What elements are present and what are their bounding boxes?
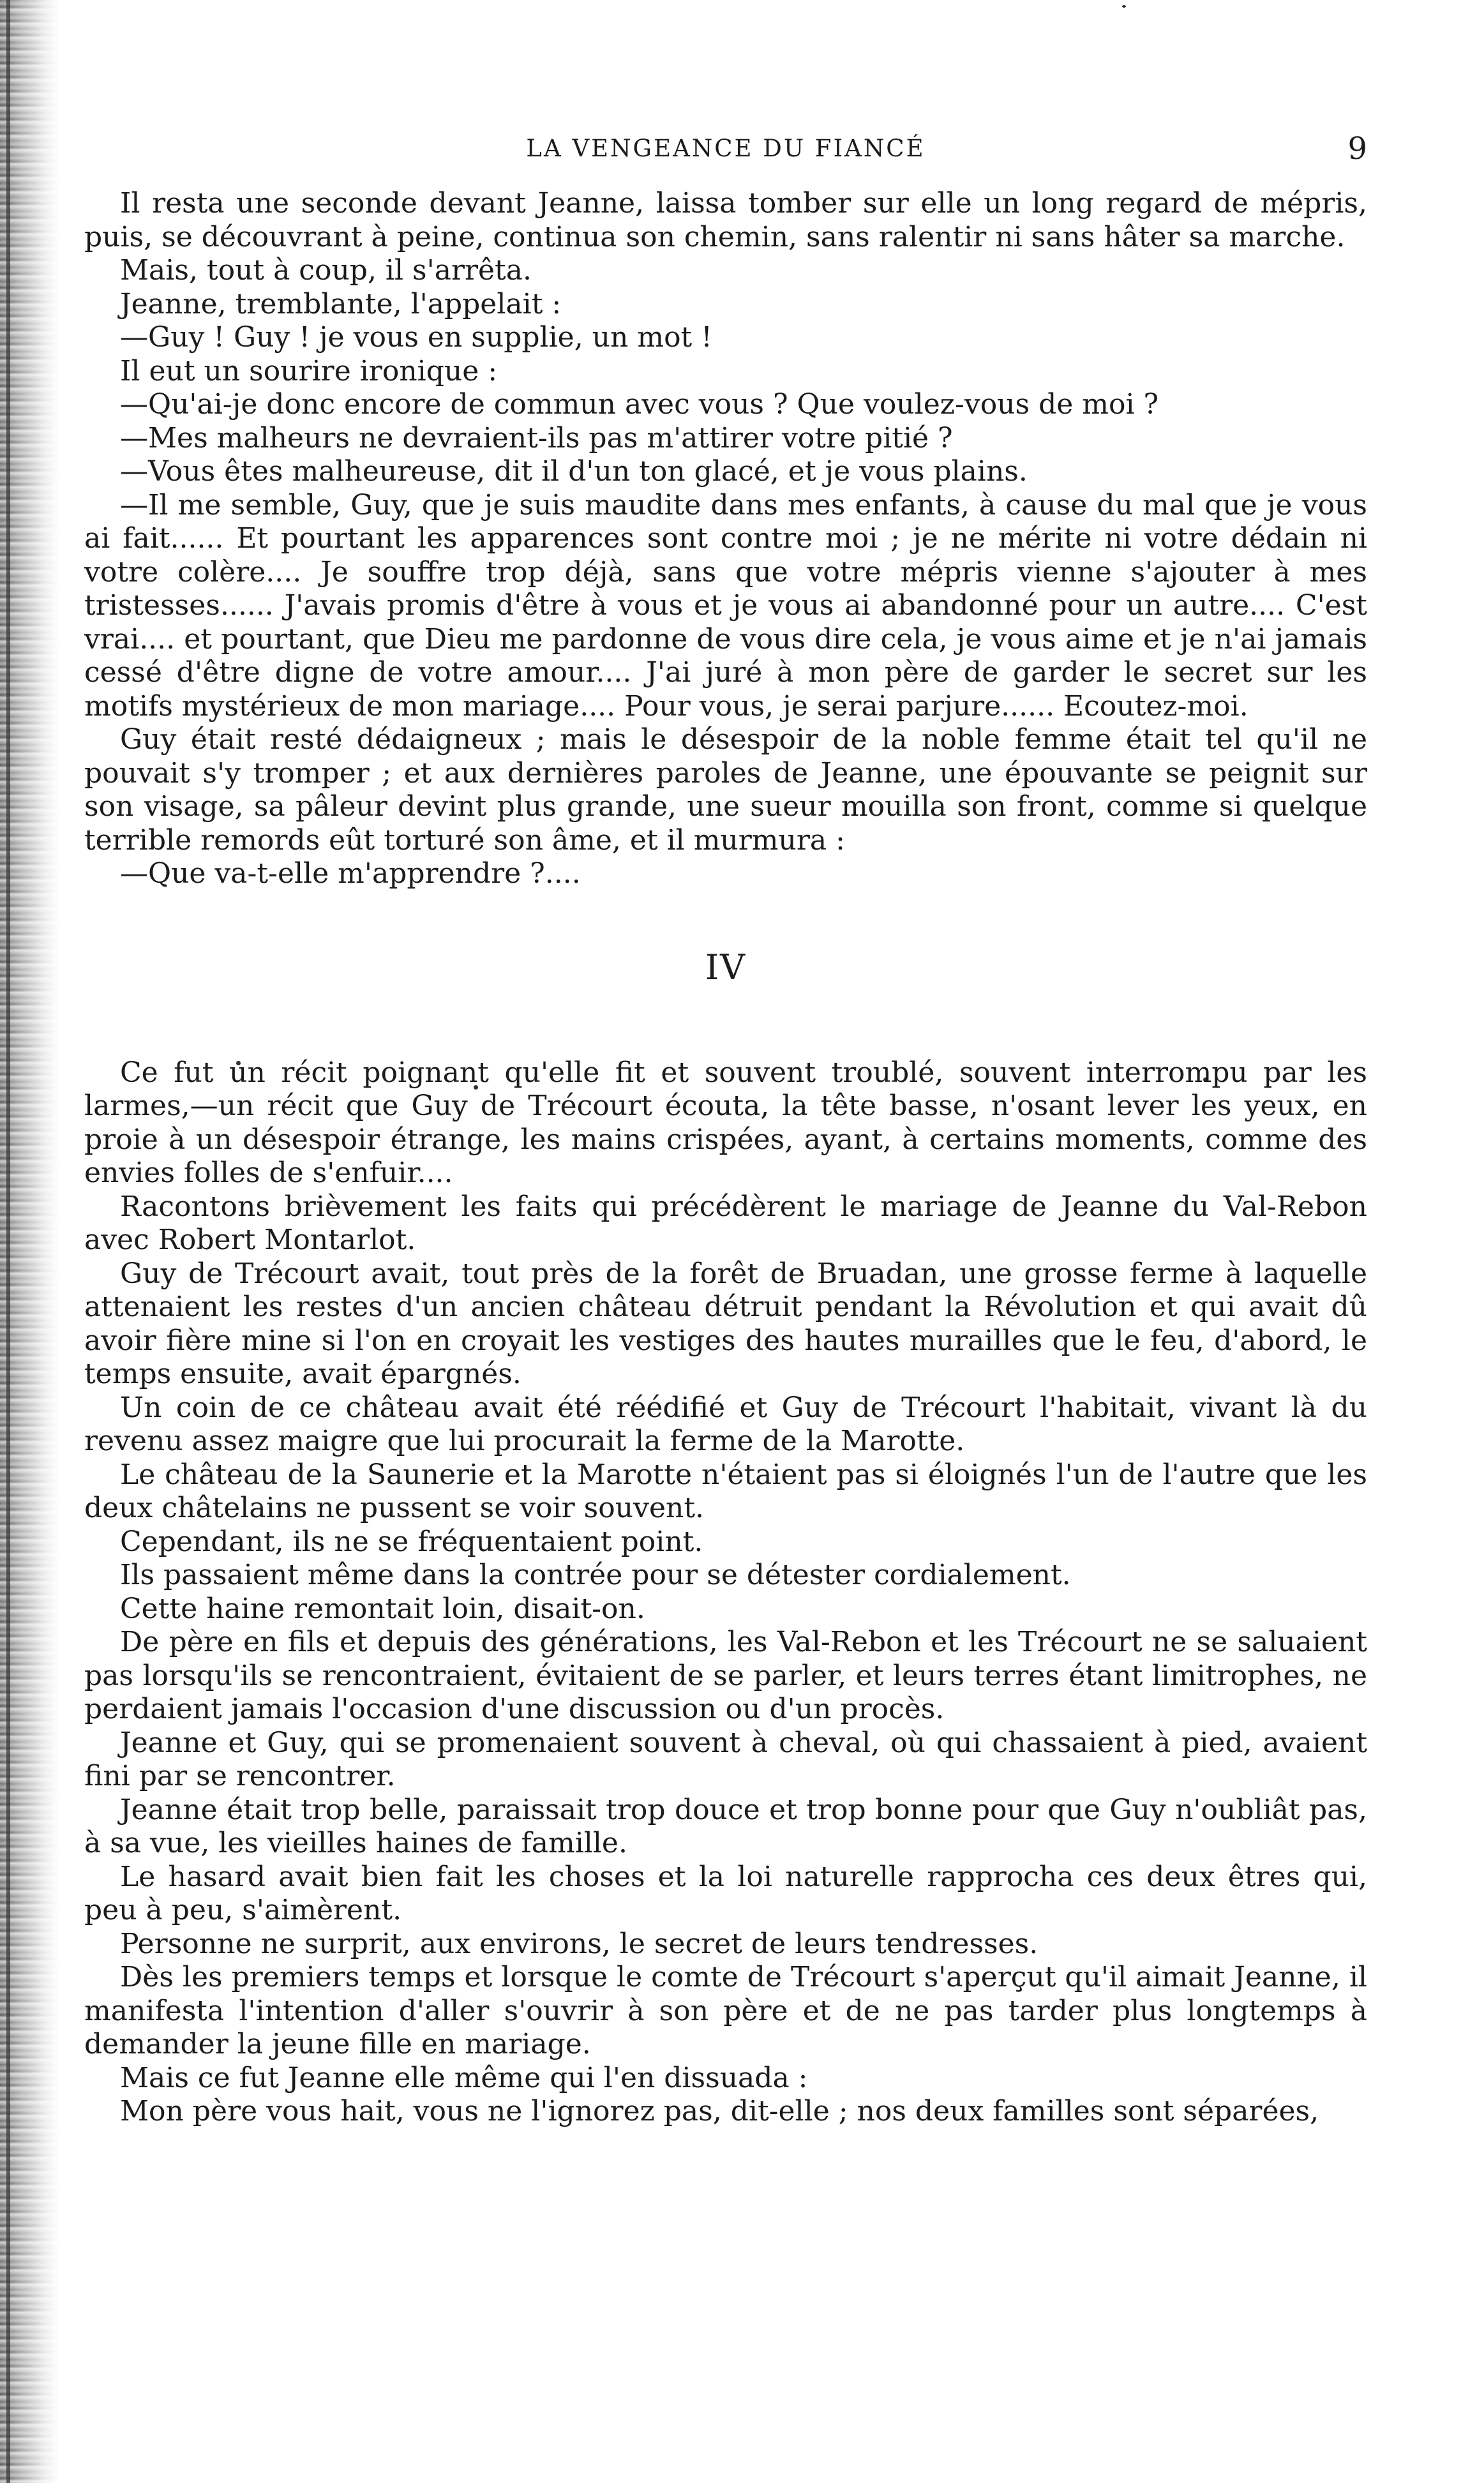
dialogue-line: —Il me semble, Guy, que je suis maudite dans mes enfants, à cause du mal que je vous ai fait...... Et pourtant les apparences sont contre moi ; je ne mérite ni votre dédain ni votre colère.... Je souffre trop déjà, sans que votre mépris vienne s'ajouter à mes tristesses...... J'avais promis d'être à vous et je vous ai abandonné pour un autre.... C'est vrai.... et pourtant, que Dieu me pardonne de vous dire cela, je vous aime et je n'ai jamais cessé d'être digne de votre amour.... J'ai juré à mon père de garder le secret sur les motifs mystérieux de mon mariage.... Pour vous, je serai parjure...... Ecoutez-moi. [84, 488, 1367, 723]
paragraph: Cette haine remontait loin, disait-on. [120, 1592, 645, 1625]
paragraph: Guy était resté dédaigneux ; mais le désespoir de la noble femme était tel qu'il ne pouvait s'y tromper ; et aux dernières paroles de Jeanne, une épouvante se peignit sur son visage, sa pâleur devint plus grande, une sueur mouilla son front, comme si quelque terrible remords eût torturé son âme, et il murmura : [84, 723, 1367, 857]
paragraph: Ils passaient même dans la contrée pour se détester cordialement. [120, 1559, 1071, 1591]
paragraph: Personne ne surprit, aux environs, le secret de leurs tendresses. [120, 1927, 1038, 1960]
book-page [84, 131, 1367, 2129]
page-gutter-edge [6, 0, 10, 2483]
paragraph: Le hasard avait bien fait les choses et la loi naturelle rapprocha ces deux êtres qui, peu à peu, s'aimèrent. [84, 1860, 1367, 1926]
paragraph: Racontons brièvement les faits qui précédèrent le mariage de Jeanne du Val-Rebon avec Robert Montarlot. [84, 1190, 1367, 1256]
text-block-before [84, 187, 1367, 891]
paragraph: Un coin de ce château avait été réédifié et Guy de Trécourt l'habitait, vivant là du revenu assez maigre que lui procurait la ferme de la Marotte. [84, 1391, 1367, 1457]
chapter-heading: IV [705, 947, 747, 987]
dialogue-line: —Guy ! Guy ! je vous en supplie, un mot ! [120, 321, 712, 354]
paragraph: Guy de Trécourt avait, tout près de la forêt de Bruadan, une grosse ferme à laquelle attenaient les restes d'un ancien château détruit pendant la Révolution et qui avait dû avoir fière mine si l'on en croyait les vestiges des hautes murailles que le feu, d'abord, le temps ensuite, avait épargnés. [84, 1257, 1367, 1390]
dialogue-line: —Vous êtes malheureuse, dit il d'un ton glacé, et je vous plains. [120, 455, 1028, 488]
page-number: 9 [1347, 131, 1367, 167]
dialogue-line: —Mes malheurs ne devraient-ils pas m'attirer votre pitié ? [120, 421, 953, 454]
text-block-after [84, 1056, 1367, 2129]
paragraph: Dès les premiers temps et lorsque le comte de Trécourt s'aperçut qu'il aimait Jeanne, il manifesta l'intention d'aller s'ouvrir à son père et de ne pas tarder plus longtemps à demander la jeune fille en mariage. [84, 1961, 1367, 2060]
paragraph: Il eut un sourire ironique : [120, 354, 498, 387]
dialogue-line: —Qu'ai-je donc encore de commun avec vous ? Que voulez-vous de moi ? [120, 388, 1159, 421]
paragraph: De père en fils et depuis des générations, les Val-Rebon et les Trécourt ne se saluaient pas lorsqu'ils se rencontraient, évitaient de se parler, et leurs terres étant limitrophes, ne perdaient jamais l'occasion d'une discussion ou d'un procès. [84, 1626, 1367, 1725]
paragraph: Le château de la Saunerie et la Marotte n'étaient pas si éloignés l'un de l'autre que les deux châtelains ne pussent se voir souvent. [84, 1458, 1367, 1524]
paragraph: Ce fut un récit poignant qu'elle fit et souvent troublé, souvent interrompu par les larmes,—un récit que Guy de Trécourt écouta, la tête basse, n'osant lever les yeux, en proie à un désespoir étrange, les mains crispées, ayant, à certains moments, comme des envies folles de s'enfuir.... [84, 1056, 1367, 1189]
paragraph: Mais, tout à coup, il s'arrêta. [120, 254, 532, 287]
paragraph: Il resta une seconde devant Jeanne, laissa tomber sur elle un long regard de mépris, puis, se découvrant à peine, continua son chemin, sans ralentir ni sans hâter sa marche. [84, 187, 1367, 253]
scan-speck [1122, 5, 1126, 8]
running-title: LA VENGEANCE DU FIANCÉ [526, 135, 926, 162]
paragraph: Mais ce fut Jeanne elle même qui l'en dissuada : [120, 2061, 808, 2094]
dialogue-line: —Que va-t-elle m'apprendre ?.... [120, 857, 581, 890]
paragraph: Jeanne était trop belle, paraissait trop douce et trop bonne pour que Guy n'oubliât pas, à sa vue, les vieilles haines de famille. [84, 1793, 1367, 1859]
running-header [84, 131, 1367, 172]
paragraph: Jeanne et Guy, qui se promenaient souvent à cheval, où qui chassaient à pied, avaient fini par se rencontrer. [84, 1726, 1367, 1792]
paragraph: Jeanne, tremblante, l'appelait : [120, 287, 562, 320]
paragraph: Mon père vous hait, vous ne l'ignorez pas, dit-elle ; nos deux familles sont séparées, [120, 2095, 1319, 2127]
paragraph: Cependant, ils ne se fréquentaient point. [120, 1525, 703, 1558]
